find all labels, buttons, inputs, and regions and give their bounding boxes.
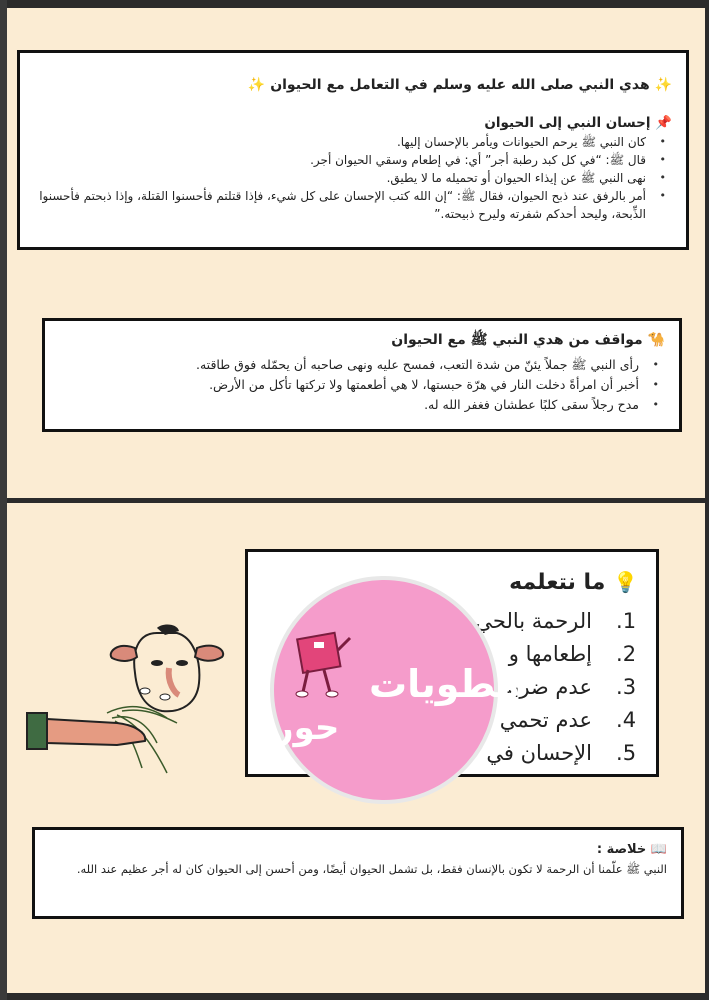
section-title-text: هدي النبي صلى الله عليه وسلم في التعامل مع الحيوان: [270, 77, 650, 93]
open-book-icon: 📖: [650, 842, 667, 857]
list-item: • نهى النبي ﷺ عن إيذاء الحيوان أو تحميله ما لا يطيق.: [34, 169, 646, 187]
book-mascot-icon: [288, 630, 358, 710]
section-prophet-guidance: [17, 50, 689, 250]
camel-icon: 🐪: [647, 332, 665, 348]
item-text: عدم تحمي: [499, 708, 592, 732]
subtitle-text: إحسان النبي إلى الحيوان: [484, 115, 651, 131]
section-title-text: مواقف من هدي النبي ﷺ مع الحيوان: [391, 332, 643, 348]
section-title: [266, 570, 638, 595]
sleeve-cuff-icon: [27, 713, 47, 749]
list-item: • رأى النبي ﷺ جملاً يئنّ من شدة التعب، فمسح عليه ونهى صاحبه أن يحمّله فوق طاقته.: [59, 355, 639, 375]
item-number: 2.: [616, 642, 637, 666]
kindness-list: [34, 133, 672, 223]
item-text: إطعامها و: [508, 642, 592, 666]
summary-text: النبي ﷺ علّمنا أن الرحمة لا تكون بالإنسان فقط، بل تشمل الحيوان أيضًا، ومن أحسن إلى الحيوان كان له أجر عظيم عند الله.: [76, 862, 667, 876]
situations-list: [59, 355, 665, 415]
item-text: الرحمة بالحي: [475, 609, 592, 633]
summary-title-text: خلاصة :: [596, 842, 647, 857]
watermark-badge: [270, 576, 521, 804]
item-text: الإحسان في: [486, 741, 592, 765]
lightbulb-icon: 💡: [613, 570, 638, 594]
list-item: • قال ﷺ: “في كل كبد رطبة أجر” أي: في إطعام وسقي الحيوان أجر.: [34, 151, 646, 169]
section-title: [59, 331, 665, 351]
section-title: [34, 77, 672, 93]
watermark-text: حور: [274, 708, 340, 748]
page-gutter: [0, 0, 7, 1000]
item-number: 3.: [616, 675, 637, 699]
section-situations: [42, 318, 682, 432]
item-number: 1.: [616, 609, 637, 633]
item-text: عدم ضربه: [502, 675, 592, 699]
list-item: • كان النبي ﷺ يرحم الحيوانات ويأمر بالإحسان إليها.: [34, 133, 646, 151]
section-summary: [32, 827, 684, 919]
summary-title: [49, 842, 667, 857]
list-item: • أخبر أن امرأةً دخلت النار في هرّة حبستها، لا هي أطعمتها ولا تركتها تأكل من الأرض.: [59, 375, 639, 395]
section-title-text: ما نتعلمه: [509, 570, 606, 595]
item-number: 5.: [616, 741, 637, 765]
worksheet-page-2: [7, 503, 705, 993]
list-item: • مدح رجلاً سقى كلبًا عطشان فغفر الله له.: [59, 395, 639, 415]
worksheet-page-1: [7, 8, 705, 498]
subtitle: [34, 115, 672, 131]
sparkles-icon: ✨: [247, 77, 266, 93]
item-number: 4.: [616, 708, 637, 732]
list-item: • أمر بالرفق عند ذبح الحيوان، فقال ﷺ: “إن الله كتب الإحسان على كل شيء، فإذا قتلتم فأحسنوا القتلة، وإذا ذبحتم فأحسنوا الذِّبحة، وليحد أحدكم شفرته وليرح ذبيحته.”: [34, 187, 646, 223]
watermark-text: مطويات: [369, 662, 521, 706]
sparkles-icon: ✨: [654, 77, 672, 93]
pushpin-icon: 📌: [655, 115, 672, 131]
cow-feeding-illustration: [17, 623, 247, 783]
